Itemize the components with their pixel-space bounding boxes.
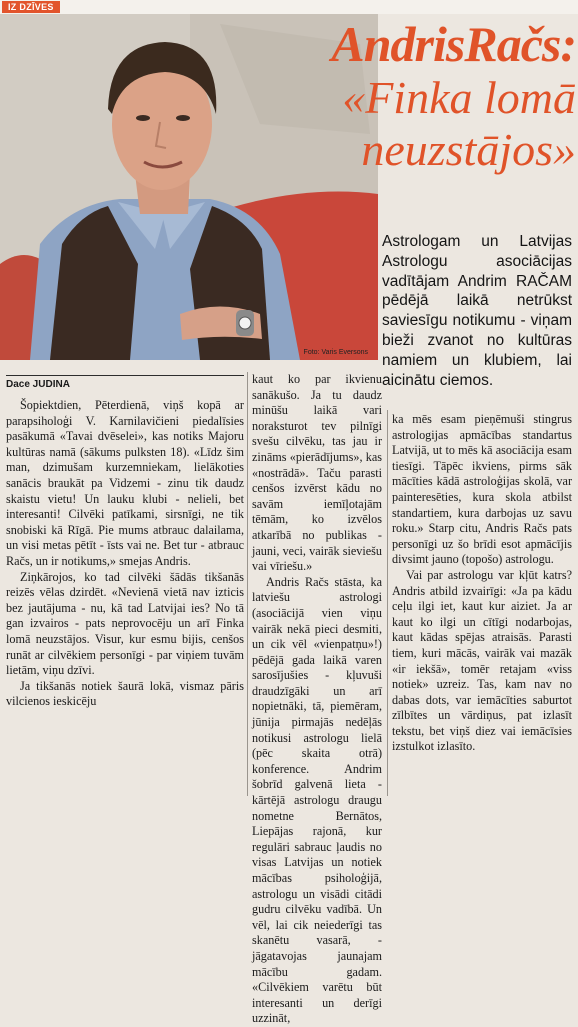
column-divider (387, 410, 388, 796)
article-column-2 (252, 372, 382, 1027)
paragraph: kaut ko par ikvienu sanākušo. Ja tu daudz minūšu laikā vari noraksturot tev pilnīgi svešu cilvēku, tas jau ir zināms «pierādījums», kas «nostrādā». Taču parasti cenšos izvērst kādu no savām iemīļotajām tēmām, ko izvēlos atkarībā no publikas - jauni, veci, vairāk sieviešu vai vīriešu.» (252, 372, 382, 574)
headline (228, 16, 576, 176)
article-column-1 (6, 398, 244, 710)
paragraph: Šopiektdien, Pēterdienā, viņš kopā ar parapsiholoģi V. Karnilavičieni piedalīsies pasākumā «Tavai dvēselei», kas notiks Majoru kultūras namā (sākums pulksten 18). «Līdz šim man, dzimušam kurzemniekam, lielākoties sanācis braukāt pa Vidzemi - zinu tik daudz skaistu vietu! Un lauku klubi - nelieli, bet interesanti! Cilvēki patīkami, sirsnīgi, ne tik snobiski kā Rīgā. Pie mums atbrauc dalailama, un visi metas pētīt - īsts vai ne. Bet tur - atbrauc Račs, un ir notikums,» smejas Andris. (6, 398, 244, 568)
paragraph: Ja tikšanās notiek šaurā lokā, vismaz pāris vilcienos ieskicēju (6, 678, 244, 709)
photo-caption: Foto: Varis Eversons (303, 349, 368, 356)
headline-quote-line-1: «Finka lomā (342, 72, 576, 123)
headline-name: AndrisRačs: (331, 16, 576, 72)
author-byline: Dace JUDINA (6, 375, 244, 390)
paragraph: Andris Račs stāsta, ka latviešu astrologi (asociācijā vien viņu vairāk nekā pieci desmiti, un cik vēl «vienpatņu»!) pēdējā gada laikā varen sarosījušies - kļuvuši draudzīgāki un arī nopietnāki, tā, piemēram, jūnija pirmajās nedēļās notikusi astrologu lielā (pēc skaita otrā) konference. Andrim šobrīd galvenā lieta - kārtējā astrologu draugu nometne Bernātos, Liepājas rajonā, kur regulāri sabrauc ļaudis no visas Latvijas un notiek mācības psiholoģijā, astrologu un visādi citādi gudru cilvēku vadībā. Un vēl, lai cik neiederīgi tas skanētu vasarā, - jāgatavojas jaunajam mācību gadam. «Cilvēkiem varētu būt interesanti un derīgi uzzināt, (252, 574, 382, 1026)
headline-quote-line-2: neuzstājos» (361, 124, 576, 175)
paragraph: Vai par astrologu var kļūt katrs? Andris atbild izvairīgi: «Ja pa kādu ceļu ilgi iet, kaut kur aiziet. Ja ar kaut ko ilgi un cītīgi nodarbojas, kaut kādas spējas atraisās. Parasti tiem, kuri mācās, vairāk vai mazāk «ir iekšā», tomēr retajam «viss notiek» uzreiz. Tas, kam nav no dabas dots, var iemācīties saburtot zīlbītes un vārdiņus, pat izlasīt tekstu, bet viņš diez vai iemācīsies izstulkot izlasīto. (392, 567, 572, 754)
paragraph: Ziņkārojos, ko tad cilvēki šādās tikšanās reizēs vēlas dzirdēt. «Nevienā vietā nav izticis bez jautājuma - nu, kā tad Latvijai ies? No tā gan izvairos - pats neprovocēju un arī Finka lomā neuzstājos. Visur, kur esmu bijis, cenšos runāt ar cilvēkiem personīgi - par viņiem tuvām lietām, viņu dzīvi. (6, 569, 244, 678)
lead-paragraph: Astrologam un Latvijas Astrologu asociācijas vadītājam Andrim RAČAM pēdējā laikā netrūkst saviesīgu notikumu - viņam bieži zvanot no kultūras namiem un klubiem, lai aicinātu ciemos. (382, 233, 572, 389)
section-tag: IZ DZĪVES (2, 1, 60, 13)
paragraph: ka mēs esam pieņēmuši stingrus astrologijas apmācības standartus Latvijā, ut to mēs kā asociācija esam tiesīgi. Tāpēc ikviens, pirms sāk mācīties kādā astroloģijas skolā, var painteresēties, kura skola atbilst standartiem, kura darbojas uz savu roku.» Starp citu, Andris Račs pats personīgi uz šo brīdi esot apmācījis divsimt jauno (topošo) astrologu. (392, 412, 572, 567)
column-divider (247, 372, 248, 796)
top-strip (0, 0, 578, 14)
article-column-3 (392, 412, 572, 755)
